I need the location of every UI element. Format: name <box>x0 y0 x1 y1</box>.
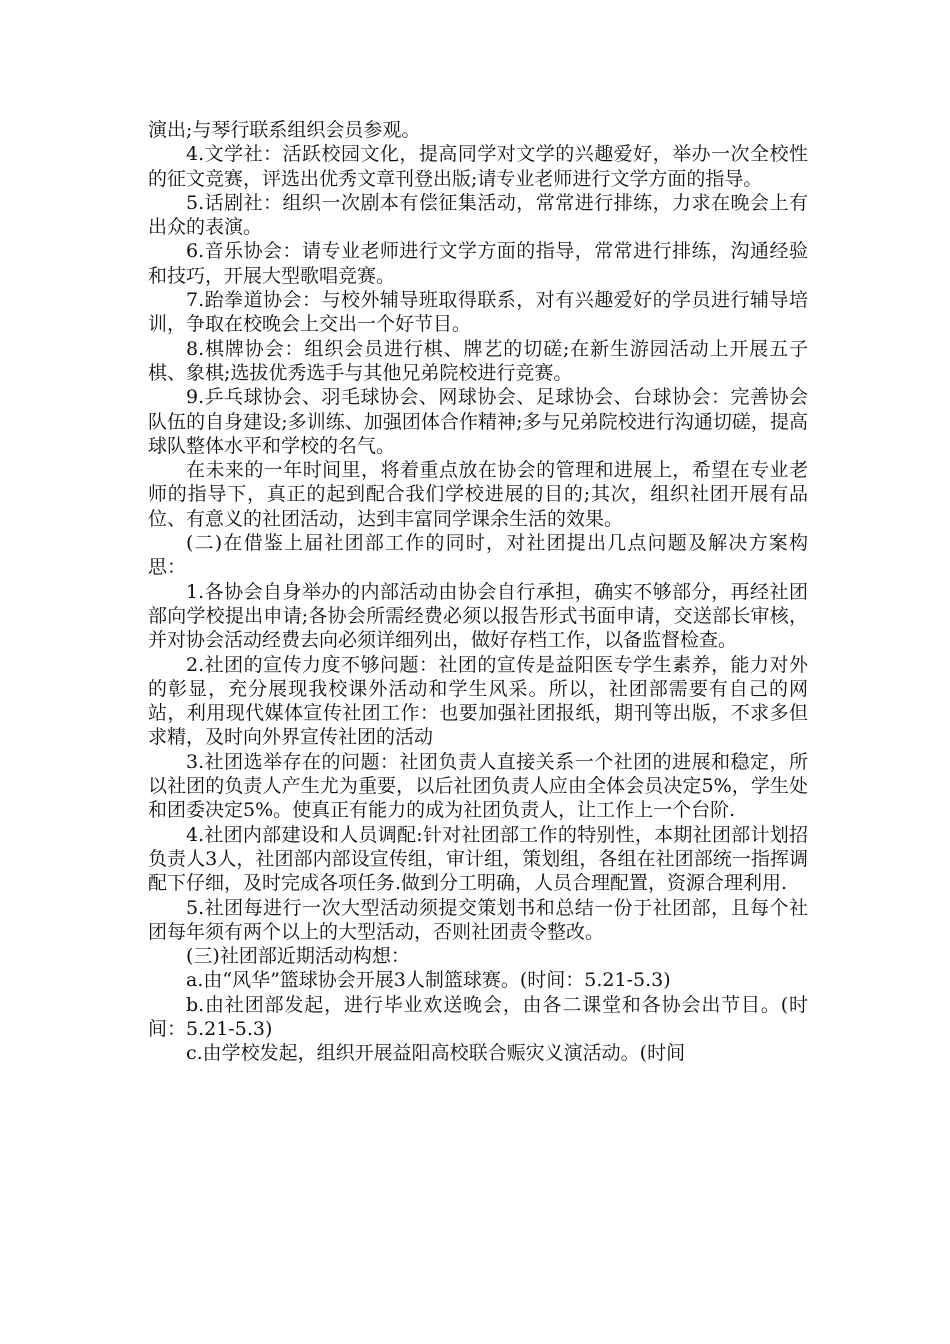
paragraph-activity-a: a.由“风华”篮球协会开展3人制篮球赛。(时间：5.21-5.3) <box>186 969 671 992</box>
document-page <box>148 118 808 1066</box>
paragraph-activity-b: b.由社团部发起，进行毕业欢送晚会，由各二课堂和各协会出节目。(时间：5.21-5.3) <box>148 993 808 1040</box>
paragraph-drama-club: 5.话剧社：组织一次剧本有偿征集活动，常常进行排练，力求在晚会上有出众的表演。 <box>148 191 808 239</box>
paragraph-item-5: 5.社团每进行一次大型活动须提交策划书和总结一份于社团部，且每个社团每年须有两个以上的大型活动，否则社团责令整改。 <box>148 896 808 943</box>
paragraph-literature-club: 4.文学社：活跃校园文化，提高同学对文学的兴趣爱好，举办一次全校性的征文竞赛，评选出优秀文章刊登出版;请专业老师进行文学方面的指导。 <box>148 143 808 190</box>
section-heading-2: (二)在借鉴上届社团部工作的同时，对社团提出几点问题及解决方案构思： <box>148 532 808 579</box>
paragraph-chess-association: 8.棋牌协会：组织会员进行棋、牌艺的切磋;在新生游园活动上开展五子棋、象棋;选拔优秀选手与其他兄弟院校进行竞赛。 <box>148 337 808 384</box>
paragraph-activity-c: c.由学校发起，组织开展益阳高校联合赈灾义演活动。(时间 <box>186 1042 686 1065</box>
paragraph-continuation: 演出;与琴行联系组织会员参观。 <box>148 119 421 141</box>
paragraph-future-plan: 在未来的一年时间里，将着重点放在协会的管理和进展上，希望在专业老师的指导下，真正的起到配合我们学校进展的目的;其次，组织社团开展有品位、有意义的社团活动，达到丰富同学课余生活的效果。 <box>148 459 808 530</box>
paragraph-taekwondo-association: 7.跆拳道协会：与校外辅导班取得联系，对有兴趣爱好的学员进行辅导培训，争取在校晚会上交出一个好节目。 <box>148 289 808 336</box>
paragraph-ball-associations: 9.乒乓球协会、羽毛球协会、网球协会、足球协会、台球协会：完善协会队伍的自身建设;多训练、加强团体合作精神;多与兄弟院校进行沟通切磋，提高球队整体水平和学校的名气。 <box>148 386 808 457</box>
section-heading-3: (三)社团部近期活动构想： <box>186 945 410 968</box>
paragraph-item-4: 4.社团内部建设和人员调配:针对社团部工作的特别性，本期社团部计划招负责人3人，社团部内部设宣传组，审计组，策划组，各组在社团部统一指挥调配下仔细，及时完成各项任务.做到分工明确，人员合理配置，资源合理利用. <box>148 823 808 895</box>
paragraph-item-3: 3.社团选举存在的问题：社团负责人直接关系一个社团的进展和稳定，所以社团的负责人产生尤为重要，以后社团负责人应由全体会员决定5%，学生处和团委决定5%。使真正有能力的成为社团负责人，让工作上一个台阶. <box>148 750 808 822</box>
paragraph-item-1: 1.各协会自身举办的内部活动由协会自行承担，确实不够部分，再经社团部向学校提出申请;各协会所需经费必须以报告形式书面申请，交送部长审核，并对协会活动经费去向必须详细列出，做好存档工作，以备监督检查。 <box>148 580 808 652</box>
paragraph-music-association: 6.音乐协会：请专业老师进行文学方面的指导，常常进行排练，沟通经验和技巧，开展大型歌唱竞赛。 <box>148 240 808 287</box>
paragraph-item-2: 2.社团的宣传力度不够问题：社团的宣传是益阳医专学生素养，能力对外的彰显，充分展现我校课外活动和学生风采。所以，社团部需要有自己的网站，利用现代媒体宣传社团工作：也要加强社团报纸，期刊等出版，不求多但求精，及时向外界宣传社团的活动 <box>148 653 808 749</box>
